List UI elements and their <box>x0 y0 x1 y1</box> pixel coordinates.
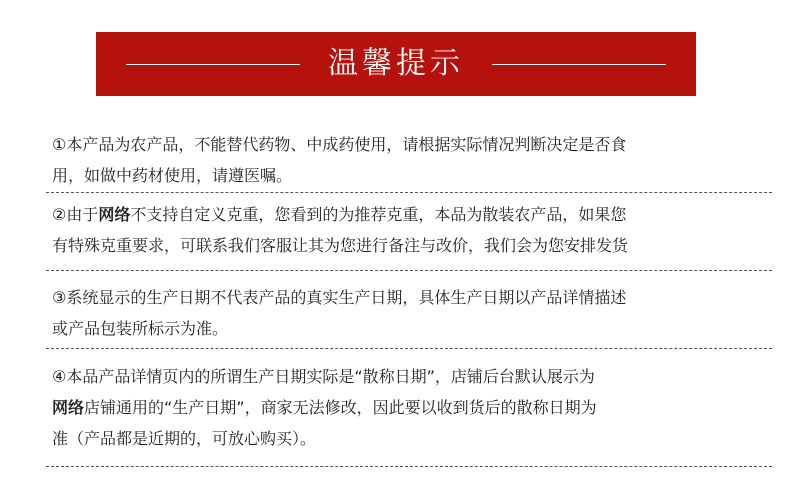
notice-text: ②由于 <box>52 205 99 224</box>
notice-item-1 <box>52 129 752 191</box>
notice-text: 用，如做中药材使用，请遵医嘱。 <box>52 166 293 185</box>
notice-text: ③系统显示的生产日期不代表产品的真实生产日期，具体生产日期以产品详情描述 <box>52 288 627 307</box>
notice-item-3 <box>52 282 752 344</box>
divider <box>46 348 772 349</box>
notice-line <box>52 423 752 454</box>
banner-title: 温馨提示 <box>328 46 464 81</box>
notice-banner <box>96 32 696 96</box>
notice-text: 或产品包装所标示为准。 <box>52 319 229 338</box>
notice-line <box>52 282 752 313</box>
notice-text: 准（产品都是近期的，可放心购买）。 <box>52 429 317 448</box>
notice-line <box>52 199 752 230</box>
notice-text: 有特殊克重要求，可联系我们客服让其为您进行备注与改价，我们会为您安排发货 <box>52 236 629 255</box>
notice-emphasis-text: 网络 <box>98 205 131 224</box>
divider <box>46 270 772 271</box>
notice-item-4 <box>52 361 752 454</box>
notice-line <box>52 392 752 423</box>
banner-right-rule <box>492 64 666 65</box>
notice-line <box>52 129 752 160</box>
notice-line <box>52 361 752 392</box>
notice-text: ④本品产品详情页内的所谓生产日期实际是“散称日期”，店铺后台默认展示为 <box>52 367 595 386</box>
notice-text: ①本产品为农产品，不能替代药物、中成药使用，请根据实际情况判断决定是否食 <box>52 135 627 154</box>
notice-line <box>52 230 752 261</box>
notice-text: 不支持自定义克重，您看到的为推荐克重，本品为散装农产品，如果您 <box>130 205 627 224</box>
divider <box>46 466 772 467</box>
notice-item-2 <box>52 199 752 261</box>
divider <box>46 192 772 193</box>
notice-text: 店铺通用的“生产日期”，商家无法修改，因此要以收到货后的散称日期为 <box>84 398 597 417</box>
notice-line <box>52 313 752 344</box>
notice-emphasis-text: 网络 <box>52 398 85 417</box>
notice-line <box>52 160 752 191</box>
